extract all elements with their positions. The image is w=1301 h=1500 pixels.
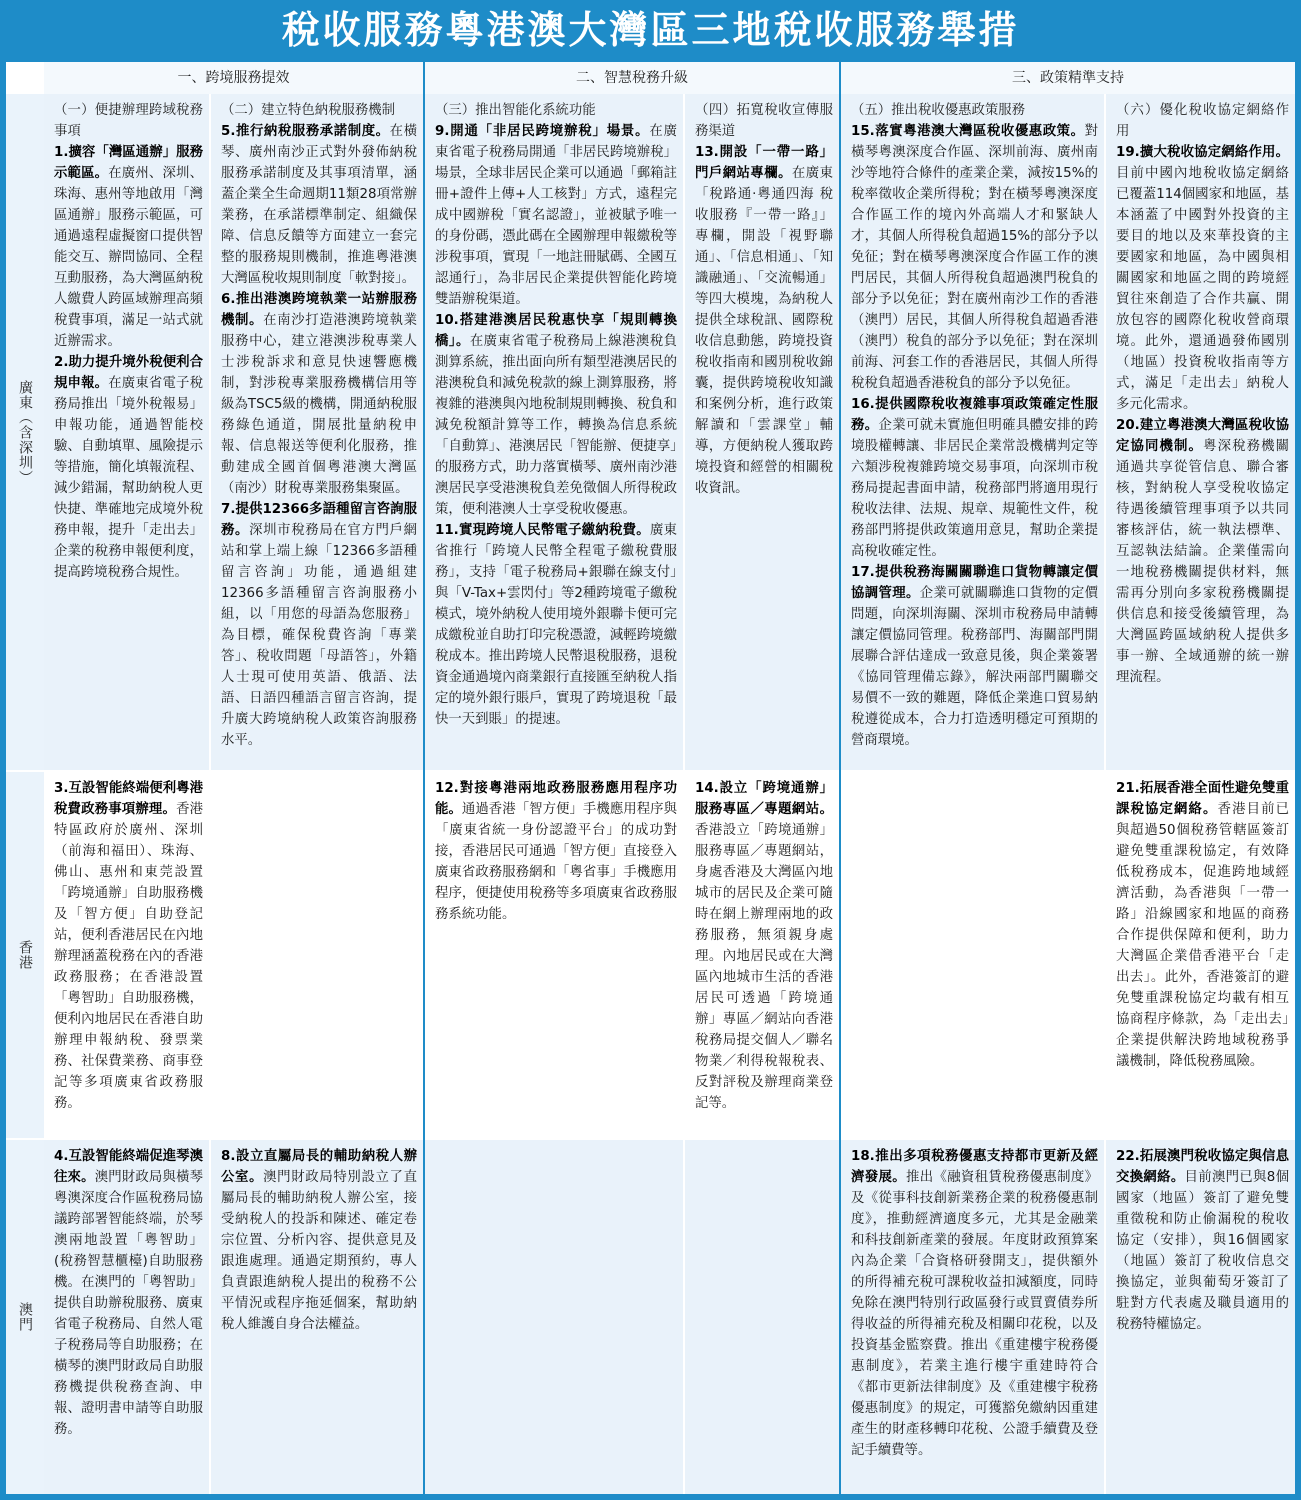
gd-c3-text-3: 廣東省推行「跨境人民幣全程電子繳稅費服務」，支持「電子稅務局+銀聯在線支付」與「V-Tax+雲閃付」等2種跨境電子繳稅模式，境外納稅人使用境外銀聯卡便可完成繳稅並自助打印完稅憑證，減輕跨境繳稅成本。推出跨境人民幣退稅服務，退稅資金通過境內商業銀行直接匯至納稅人指定的境外銀行賬戶，實現了跨境退稅「最快一天到賬」的提速。 — [435, 523, 678, 727]
hk-cell-6 — [1106, 772, 1295, 1138]
gd-c3-heading-2: 10.搭建港澳居民稅惠快享「規則轉換橋」。 — [435, 313, 677, 349]
gd-c6-heading-1: 19.擴大稅收協定網絡作用。 — [1116, 145, 1289, 160]
mo-cell-5 — [841, 1140, 1104, 1494]
hk-c6-text-1: 香港目前已與超過50個稅務管轄區簽訂避免雙重課稅協定，有效降低稅務成本，促進跨地域經濟活動，為香港與「一帶一路」沿線國家和地區的商務合作提供保障和便利，助力大灣區企業借香港平台「走出去」。此外，香港簽訂的避免雙重課稅協定均載有相互協商程序條款，為「走出去」企業提供解決跨地域稅務爭議機制，降低稅務風險。 — [1116, 802, 1290, 1069]
gd-cell-6 — [1106, 94, 1295, 770]
gd-c4-subtitle: （四）拓寬稅收宣傳服務渠道 — [695, 103, 833, 139]
hk-cell-3 — [425, 772, 683, 1138]
gd-cell-5 — [841, 94, 1104, 770]
gd-c3-heading-1: 9.開通「非居民跨境辦稅」場景。 — [435, 124, 650, 139]
hk-c3-heading-1: 12.對接粵港兩地政務服務應用程序功能。 — [435, 781, 677, 817]
gd-c2-text-1: 在橫琴、廣州南沙正式對外發佈納稅服務承諾制度及其事項清單，涵蓋企業全生命週期11類28項常辦業務，在承諾標準制定、組織保障、信息反饋等方面建立一套完整的服務規則機制，推進粵港澳大灣區稅收規則制度「軟對接」。 — [221, 124, 417, 286]
gd-c2-text-3: 深圳市稅務局在官方門戶網站和掌上端上線「12366多語種留言咨詢」功能，通過組建12366多語種留言咨詢服務小組，以「用您的母語為您服務」為目標，確保稅費咨詢「專業答」、稅收問題「母語答」，外籍人士現可使用英語、俄語、法語、日語四種語言留言咨詢，提升廣大跨境納稅人政策咨詢服務水平。 — [221, 523, 417, 748]
mo-c6-text-1: 目前澳門已與8個國家（地區）簽訂了避免雙重徵稅和防止偷漏稅的稅收協定（安排），與16個國家（地區）簽訂了稅收信息交換協定，並與葡萄牙簽訂了駐對方代表處及職員適用的稅務特權協定。 — [1116, 1170, 1289, 1332]
gd-c1-heading-2: 2.助力提升境外稅便利合規申報。 — [54, 355, 203, 391]
gd-cell-1 — [44, 94, 209, 770]
hk-c6-heading-1: 21.拓展香港全面性避免雙重課稅協定網絡。 — [1116, 781, 1289, 817]
row-label-guangdong: 廣東（含深圳） — [6, 94, 44, 770]
gd-cell-4 — [685, 94, 839, 770]
gd-c5-heading-3: 17.提供稅務海關關聯進口貨物轉讓定價協調管理。 — [851, 565, 1098, 601]
gd-c4-text-1: 在廣東「稅路通·粵通四海 稅收服務『一帶一路』」專欄，開設「視野聯通」、「信息相通」、「知識融通」、「交流暢通」等四大模塊，為納稅人提供全球稅訊、國際稅收信息動態，跨境投資稅收指南和國別稅收錦囊，提供跨境稅收知識和案例分析，進行政策解讀和「雲課堂」輔導，方便納稅人獲取跨境投資和經營的相關稅收資訊。 — [695, 166, 834, 496]
mo-c5-text-1: 推出《融資租賃稅務優惠制度》及《從事科技創新業務企業的稅務優惠制度》，推動經濟適度多元，尤其是金融業和科技創新產業的發展。年度財政預算案內為企業「合資格研發開支」，提供額外的所得補充稅可課稅收益扣減額度，同時免除在澳門特別行政區發行或買賣債券所得收益的所得補充稅及相關印花稅，以及投資基金監察費。推出《重建樓宇稅務優惠制度》，若業主進行樓宇重建時符合《都市更新法律制度》及《重建樓宇稅務優惠制度》的規定，可獲豁免繳納因重建產生的財產移轉印花稅、公證手續費及登記手續費等。 — [851, 1170, 1099, 1458]
mo-cell-4-empty — [685, 1140, 839, 1494]
gd-c5-subtitle: （五）推出稅收優惠政策服務 — [851, 103, 1026, 118]
row-label-hongkong: 香港 — [6, 772, 44, 1138]
gd-c6-text-1: 目前中國內地稅收協定網絡已覆蓋114個國家和地區，基本涵蓋了中國對外投資的主要目的地以及來華投資的主要國家和地區，為中國與相關國家和地區之間的跨境經貿往來創造了合作共贏、開放包容的國際化稅收營商環境。此外，還通過發佈國別（地區）投資稅收指南等方式，滿足「走出去」納稅人多元化需求。 — [1116, 166, 1289, 412]
gd-c5-text-1: 對橫琴粵澳深度合作區、深圳前海、廣州南沙等地符合條件的產業企業，減按15%的稅率徵收企業所得稅；對在橫琴粵澳深度合作區工作的境內外高端人才和緊缺人才，其個人所得稅負超過15%的部分予以免征；對在橫琴粵澳深度合作區工作的澳門居民，其個人所得稅負超過澳門稅負的部分予以免征；對在廣州南沙工作的香港（澳門）居民，其個人所得稅負超過香港（澳門）稅負的部分予以免征；對在深圳前海、河套工作的香港居民，其個人所得稅稅負超過香港稅負的部分予以免征。 — [851, 124, 1098, 391]
gd-c1-text-1: 在廣州、深圳、珠海、惠州等地啟用「灣區通辦」服務示範區，可通過遠程虛擬窗口提供智能交互、辦問協同、全程互動服務，為大灣區納稅人繳費人跨區域辦理高頻稅費事項，滿足一站式就近辦需求。 — [54, 166, 204, 349]
section-divider-1 — [423, 62, 425, 1494]
gd-c4-heading-1: 13.開設「一帶一路」門戶網站專欄。 — [695, 145, 833, 181]
gd-c3-heading-3: 11.實現跨境人民幣電子繳納稅費。 — [435, 523, 650, 538]
hk-cell-5-empty — [841, 772, 1104, 1138]
hk-c1-text-1: 香港特區政府於廣州、深圳（前海和福田）、珠海、佛山、惠州和東莞設置「跨境通辦」自助服務機及「智方便」自助登記站，便利香港居民在內地辦理涵蓋稅務在內的香港政務服務；在香港設置「粵智助」自助服務機，便利內地居民在香港自助辦理申報納稅、發票業務、社保費業務、商事登記等多項廣東省政務服務。 — [54, 802, 204, 1111]
gd-c3-text-2: 在廣東省電子稅務局上線港澳稅負測算系統，推出面向所有類型港澳居民的港澳稅負和減免稅款的線上測算服務，將複雜的港澳與內地稅制規則轉換、稅負和減免稅額計算等工作，轉換為信息系統「自動算」、港澳居民「智能辦、便捷享」的服務方式，助力落實橫琴、廣州南沙港澳居民享受港澳稅負差免徵個人所得稅政策，便利港澳人士享受稅收優惠。 — [435, 334, 677, 517]
gd-c2-heading-2: 6.推出港澳跨境執業一站辦服務機制。 — [221, 292, 417, 328]
measures-table — [6, 62, 1295, 1494]
hk-cell-1 — [44, 772, 209, 1138]
section-header-smart-tax: 二、智慧稅務升級 — [425, 62, 839, 94]
gd-c6-text-2: 粵深稅務機關通過共享從管信息、聯合審核，對納稅人享受稅收協定待遇後續管理事項予以共同審核評估，統一執法標準、互認執法結論。企業僅需向一地稅務機關提供材料，無需再分別向多家稅務機關提供信息和接受後續管理，為大灣區跨區域納稅人提供多事一辦、全域通辦的統一辦理流程。 — [1116, 439, 1290, 685]
mo-cell-2 — [211, 1140, 423, 1494]
mo-cell-6 — [1106, 1140, 1295, 1494]
hk-cell-4 — [685, 772, 839, 1138]
hk-c4-text-1: 香港設立「跨境通辦」服務專區／專題網站，身處香港及大灣區內地城市的居民及企業可隨時在網上辦理兩地的政務服務，無須親身處理。內地居民或在大灣區內地城市生活的香港居民可透過「跨境通辦」專區／網站向香港稅務局提交個人／聯名物業／利得稅報稅表、反對評稅及辦理商業登記等。 — [695, 823, 833, 1111]
gd-c6-subtitle: （六）優化稅收協定網絡作用 — [1116, 103, 1289, 139]
row-label-macau: 澳門 — [6, 1140, 44, 1494]
mo-cell-1 — [44, 1140, 209, 1494]
mo-cell-3-empty — [425, 1140, 683, 1494]
gd-c1-subtitle: （一）便捷辦理跨域稅務事項 — [54, 103, 203, 139]
gd-c3-text-1: 在廣東省電子稅務局開通「非居民跨境辦稅」場景，全球非居民企業可以通過「郵箱註冊+證件上傳+人工核對」方式，遠程完成中國辦稅「實名認證」，並被賦予唯一的身份碼，憑此碼在全國辦理申報繳稅等涉稅事項，實現「一地註冊賦碼、全國互認通行」，為非居民企業提供智能化跨境雙語辦稅渠道。 — [435, 124, 678, 307]
mo-c2-text-1: 澳門財政局特別設立了直屬局長的輔助納稅人辦公室，接受納稅人的投訴和陳述、確定卷宗位置、分析內容、提供意見及跟進處理。通過定期預約，專人負責跟進納稅人提出的稅務不公平情況或程序拖延個案，幫助納稅人維護自身合法權益。 — [221, 1170, 417, 1332]
mo-c5-heading-1: 18.推出多項稅務優惠支持都市更新及經濟發展。 — [851, 1149, 1098, 1185]
gd-c5-text-3: 企業可就關聯進口貨物的定價問題，向深圳海關、深圳市稅務局申請轉讓定價協同管理。稅務部門、海關部門開展聯合評估達成一致意見後，與企業簽署《協同管理備忘錄》，解決兩部門關聯交易價不一致的難題，降低企業進口貿易納稅遵從成本，合力打造透明穩定可預期的營商環境。 — [851, 586, 1099, 748]
gd-c2-heading-3: 7.提供12366多語種留言咨詢服務。 — [221, 502, 417, 538]
gd-c3-subtitle: （三）推出智能化系統功能 — [435, 103, 596, 118]
gd-c1-text-2: 在廣東省電子稅務局推出「境外稅報易」申報功能，通過智能校驗、自動填單、風險提示等措施，簡化填報流程、減少錯漏，幫助納稅人更快捷、準確地完成境外稅務申報，提升「走出去」企業的稅務申報便利度，提高跨境稅務合規性。 — [54, 376, 204, 580]
mo-c6-heading-1: 22.拓展澳門稅收協定與信息交換網絡。 — [1116, 1149, 1289, 1185]
section-header-cross-border: 一、跨境服務提效 — [44, 62, 423, 94]
gd-cell-3 — [425, 94, 683, 770]
mo-c1-text-1: 澳門財政局與橫琴粵澳深度合作區稅務局協議跨部署智能終端，於琴澳兩地設置「粵智助」(稅務智慧櫃檯)自助服務機。在澳門的「粵智助」提供自助辦稅服務、廣東省電子稅務局、自然人電子稅務局等自助服務；在橫琴的澳門財政局自助服務機提供稅務查詢、申報、證明書申請等自助服務。 — [54, 1170, 204, 1437]
gd-c2-subtitle: （二）建立特色納稅服務機制 — [221, 103, 396, 118]
gd-c5-text-2: 企業可就未實施但明確具體安排的跨境股權轉讓、非居民企業常設機構判定等六類涉稅複雜跨境交易事項，向深圳市稅務局提起書面申請，稅務部門將適用現行稅收法律、法規、規章、規範性文件，稅務部門將提供政策適用意見，幫助企業提高稅收確定性。 — [851, 418, 1098, 559]
mo-c2-heading-1: 8.設立直屬局長的輔助納稅人辦公室。 — [221, 1149, 417, 1185]
hk-cell-2-empty — [211, 772, 423, 1138]
gd-c1-heading-1: 1.擴容「灣區通辦」服務示範區。 — [54, 145, 203, 181]
hk-c3-text-1: 通過香港「智方便」手機應用程序與「廣東省統一身份認證平台」的成功對接，香港居民可通過「智方便」直接登入廣東省政務服務網和「粵省事」手機應用程序，便捷使用稅務等多項廣東省政務服務系統功能。 — [435, 802, 678, 922]
section-divider-2 — [839, 62, 841, 1494]
gd-c2-heading-1: 5.推行納稅服務承諾制度。 — [221, 124, 390, 139]
hk-c1-heading-1: 3.互設智能終端便利粵港稅費政務事項辦理。 — [54, 781, 203, 817]
gd-cell-2 — [211, 94, 423, 770]
page-title: 稅收服務粵港澳大灣區三地稅收服務舉措 — [281, 8, 1020, 52]
section-header-policy-support: 三、政策精準支持 — [841, 62, 1295, 94]
mo-c1-heading-1: 4.互設智能終端促進琴澳往來。 — [54, 1149, 203, 1185]
gd-c5-heading-2: 16.提供國際稅收複雜事項政策確定性服務。 — [851, 397, 1098, 433]
hk-c4-heading-1: 14.設立「跨境通辦」服務專區／專題網站。 — [695, 781, 833, 817]
gd-c6-heading-2: 20.建立粵港澳大灣區稅收協定協同機制。 — [1116, 418, 1289, 454]
gd-c2-text-2: 在南沙打造港澳跨境執業服務中心，建立港澳涉稅專業人士涉稅訴求和意見快速響應機制，對涉稅專業服務機構信用等級為TSC5級的機構，開通納稅服務綠色通道，開展批量納稅申報、信息報送等便利化服務，推動建成全國首個粵港澳大灣區（南沙）財稅專業服務集聚區。 — [221, 313, 417, 496]
gd-c5-heading-1: 15.落實粵港澳大灣區稅收優惠政策。 — [851, 124, 1085, 139]
